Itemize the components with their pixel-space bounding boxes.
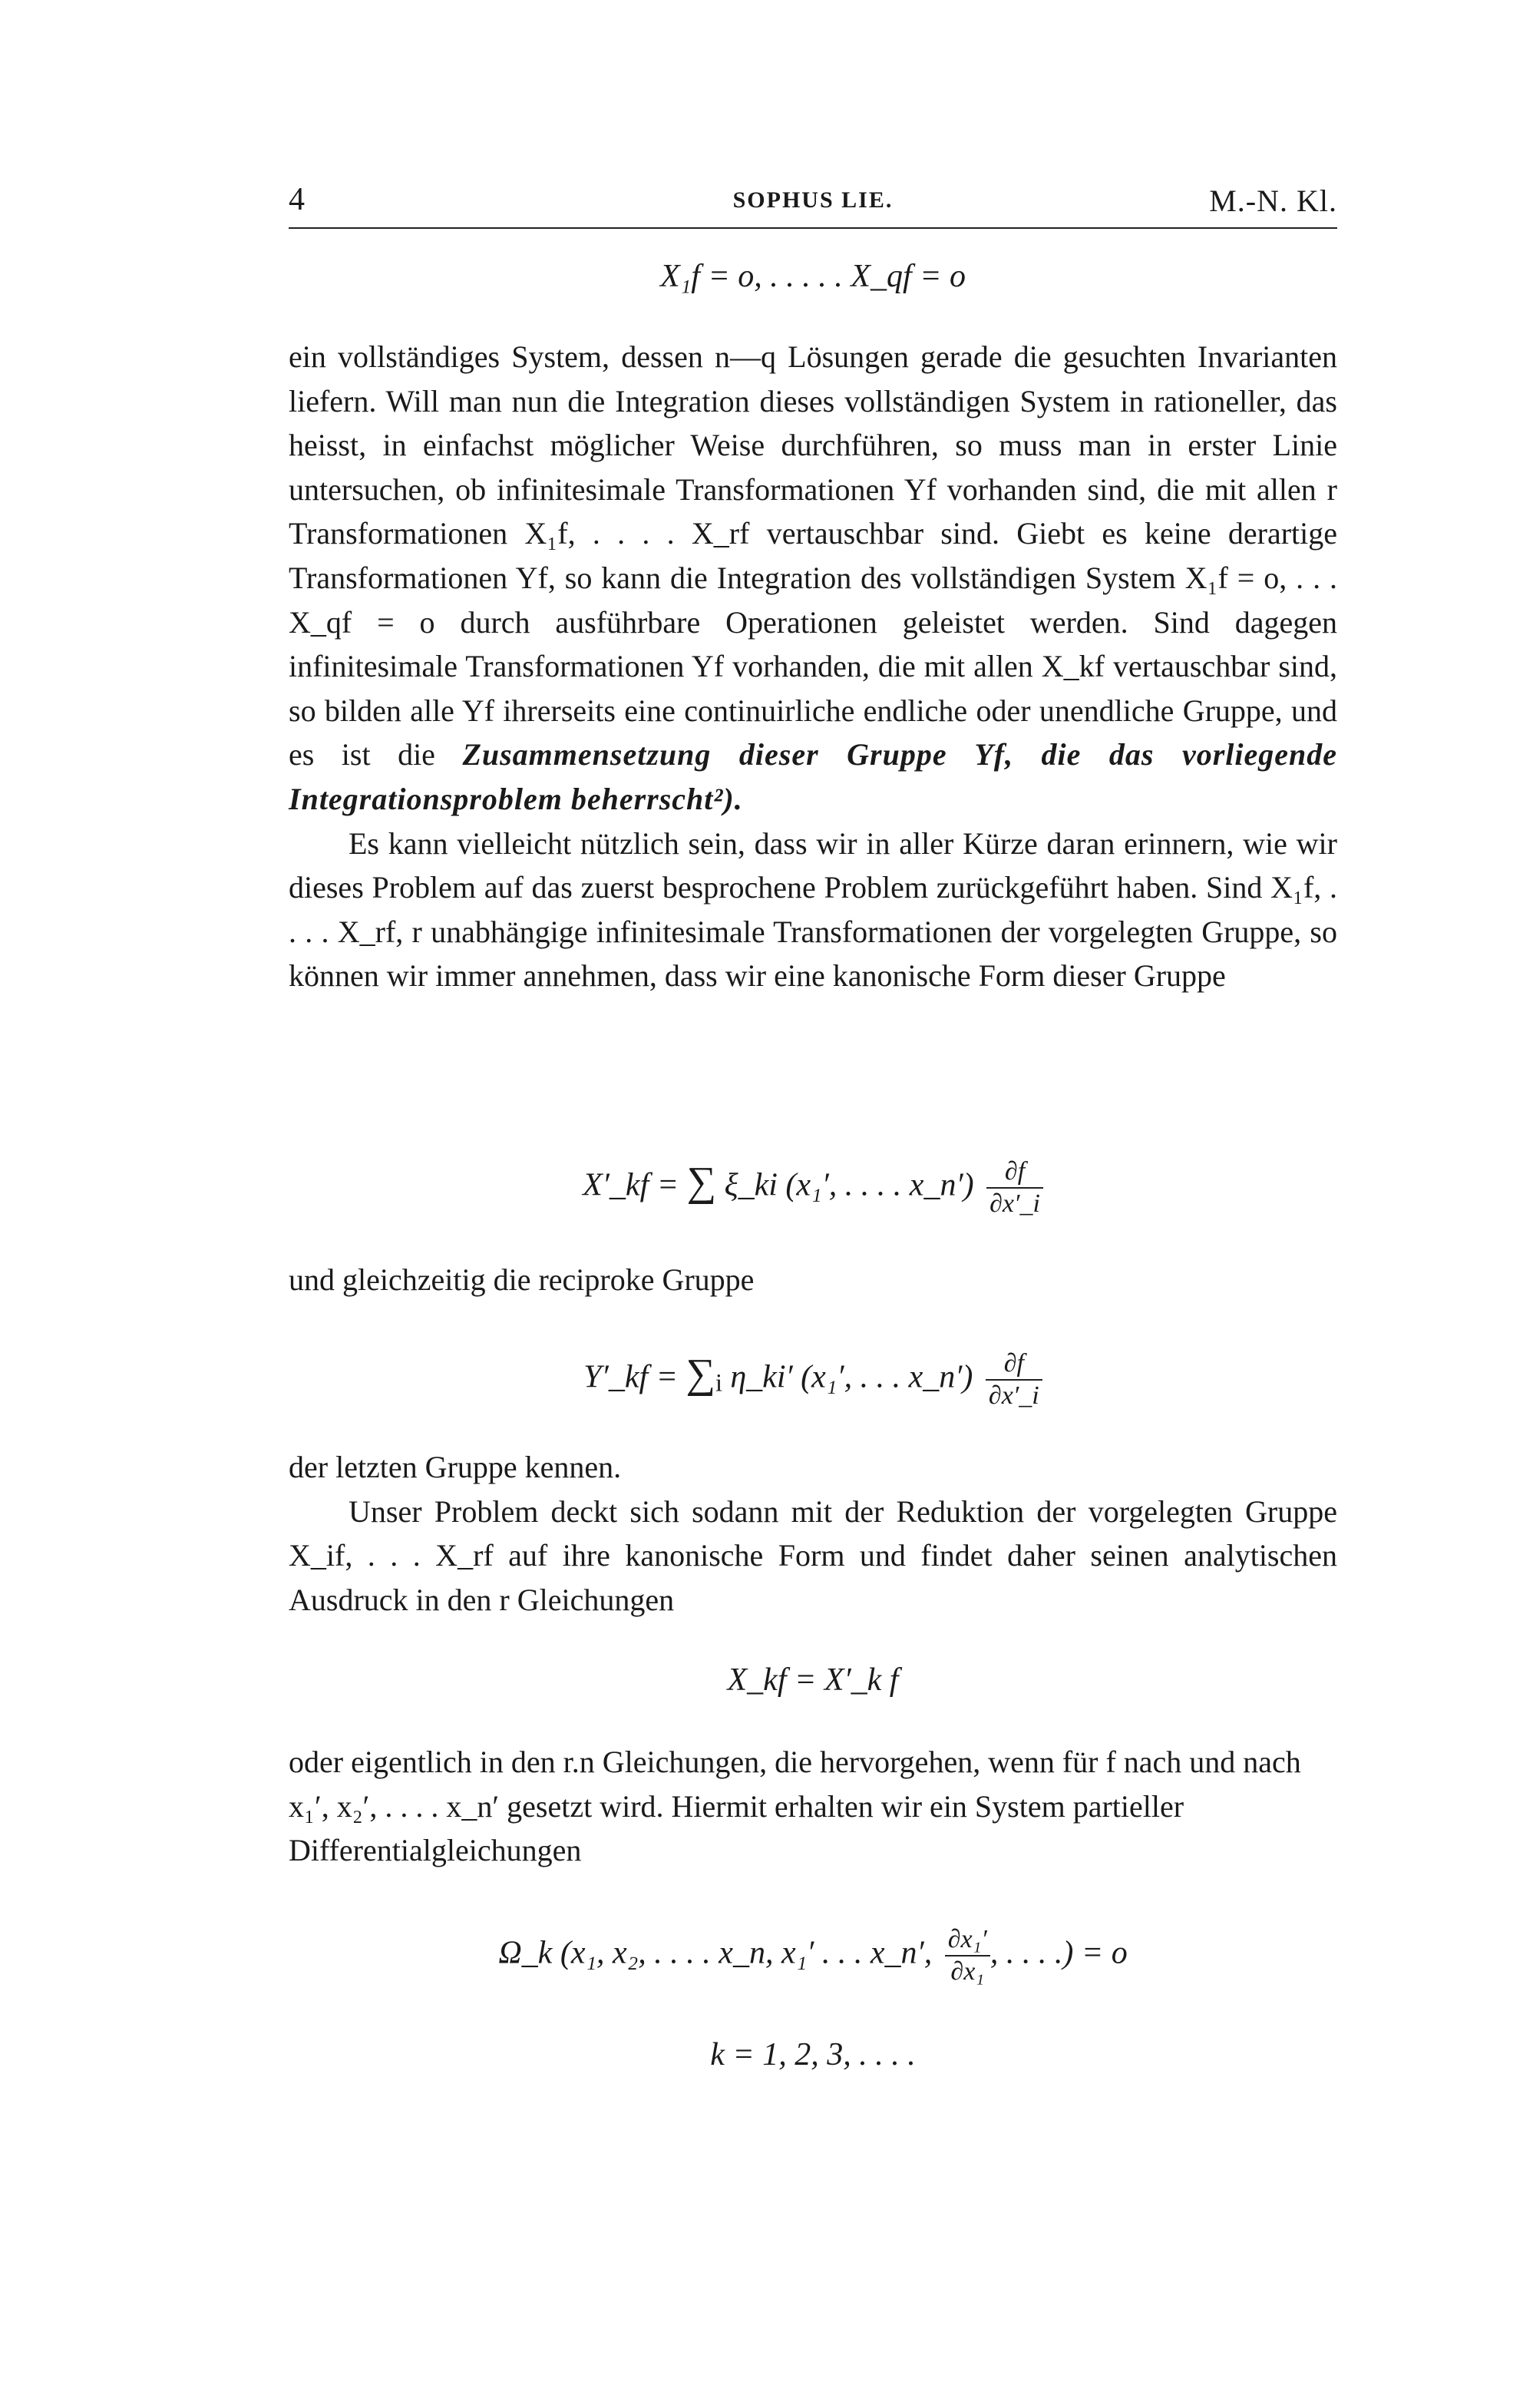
equation-reciprocal-group bbox=[289, 1348, 1337, 1411]
eq3-lhs: Y′_kf = bbox=[583, 1359, 686, 1395]
eq5-lhs: Ω_k (x₁, x₂, . . . . x_n, x₁′ . . . x_n′, bbox=[498, 1935, 933, 1971]
eq2-body: ξ_ki (x₁′, . . . . x_n′) bbox=[716, 1167, 974, 1203]
eq2-fraction bbox=[986, 1156, 1043, 1219]
eq5-rhs: , . . . .) = o bbox=[989, 1935, 1128, 1971]
eq2-numerator: ∂f bbox=[986, 1156, 1043, 1189]
eq2-lhs: X′_kf = bbox=[583, 1167, 687, 1203]
paragraph-1-emphasis: Zusammensetzung dieser Gruppe Yf, die das vorliegende Integrationsproblem beherrscht²). bbox=[289, 737, 1338, 816]
page-number: 4 bbox=[289, 182, 305, 217]
eq2-sum: ∑ bbox=[686, 1158, 717, 1205]
equation-index-range: k = 1, 2, 3, . . . . bbox=[710, 2037, 916, 2072]
eq5-denominator: ∂x₁ bbox=[950, 1957, 985, 1986]
eq3-numerator: ∂f bbox=[986, 1348, 1042, 1381]
paragraph-1 bbox=[289, 335, 1337, 998]
paragraph-4: der letzten Gruppe kennen. bbox=[289, 1450, 622, 1484]
paragraph-2: Es kann vielleicht nützlich sein, dass wir in aller Kürze daran erinnern, wie wir dieses Problem auf das zuerst besprochene Problem zurückgeführt haben. Sind X₁f, . . . . X_rf, r unabhängige infinitesimale Transformationen der vorgelegten Gruppe, so können wir immer annehmen, dass wir eine kanonische Form dieser Gruppe bbox=[289, 825, 1337, 994]
eq5-numerator: ∂x₁′ bbox=[945, 1924, 990, 1957]
section-label: M.-N. Kl. bbox=[1209, 184, 1337, 218]
equation-canonical-form bbox=[289, 1156, 1337, 1219]
eq5-fraction bbox=[945, 1924, 990, 1987]
paragraph-3: und gleichzeitig die reciproke Gruppe bbox=[289, 1262, 755, 1297]
eq3-denominator: ∂x′_i bbox=[988, 1381, 1039, 1410]
running-header bbox=[289, 181, 1337, 229]
eq2-denominator: ∂x′_i bbox=[989, 1189, 1040, 1218]
equation-reduction: X_kf = X′_k f bbox=[727, 1662, 899, 1698]
paragraph-5: Unser Problem deckt sich sodann mit der Reduktion der vorgelegten Gruppe X_if, . . . X_rf auf ihre kanonische Form und findet daher seinen analytischen Ausdruck in den r Gleichungen bbox=[289, 1493, 1337, 1617]
eq3-sum: ∑ᵢ bbox=[686, 1350, 722, 1397]
eq3-body: η_ki′ (x₁′, . . . x_n′) bbox=[722, 1359, 973, 1395]
equation-differential-system bbox=[289, 1924, 1337, 1987]
equation-system: X₁f = o, . . . . . X_qf = o bbox=[660, 259, 966, 294]
paragraph-1-text: ein vollständiges System, dessen n—q Lösungen gerade die gesuchten Invarianten liefern. Will man nun die Integration dieses vollständigen System in rationeller, das heisst, in einfachst möglicher Weise durchführen, so muss man in erster Linie untersuchen, ob infinitesimale Transformationen Yf vorhanden sind, die mit allen r Transformationen X₁f, . . . . X_rf vertauschbar sind. Giebt es keine derartige Transformationen Yf, so kann die Integration des vollständigen System X₁f = o, . . . X_qf = o durch ausführbare Operationen geleistet werden. Sind dagegen infinitesimale Transformationen Yf vorhanden, die mit allen X_kf vertauschbar sind, so bilden alle Yf ihrerseits eine continuirliche endliche oder unendliche Gruppe, und es ist die bbox=[289, 339, 1337, 772]
paragraph-6: oder eigentlich in den r.n Gleichungen, die hervorgehen, wenn für f nach und nach x₁′, x₂′, . . . . x_n′ gesetzt wird. Hiermit erhalten wir ein System partieller Differentialgleichungen bbox=[289, 1745, 1301, 1868]
running-title: SOPHUS LIE. bbox=[732, 187, 894, 213]
eq3-fraction bbox=[986, 1348, 1042, 1411]
paragraph-4-block bbox=[289, 1445, 1337, 1622]
